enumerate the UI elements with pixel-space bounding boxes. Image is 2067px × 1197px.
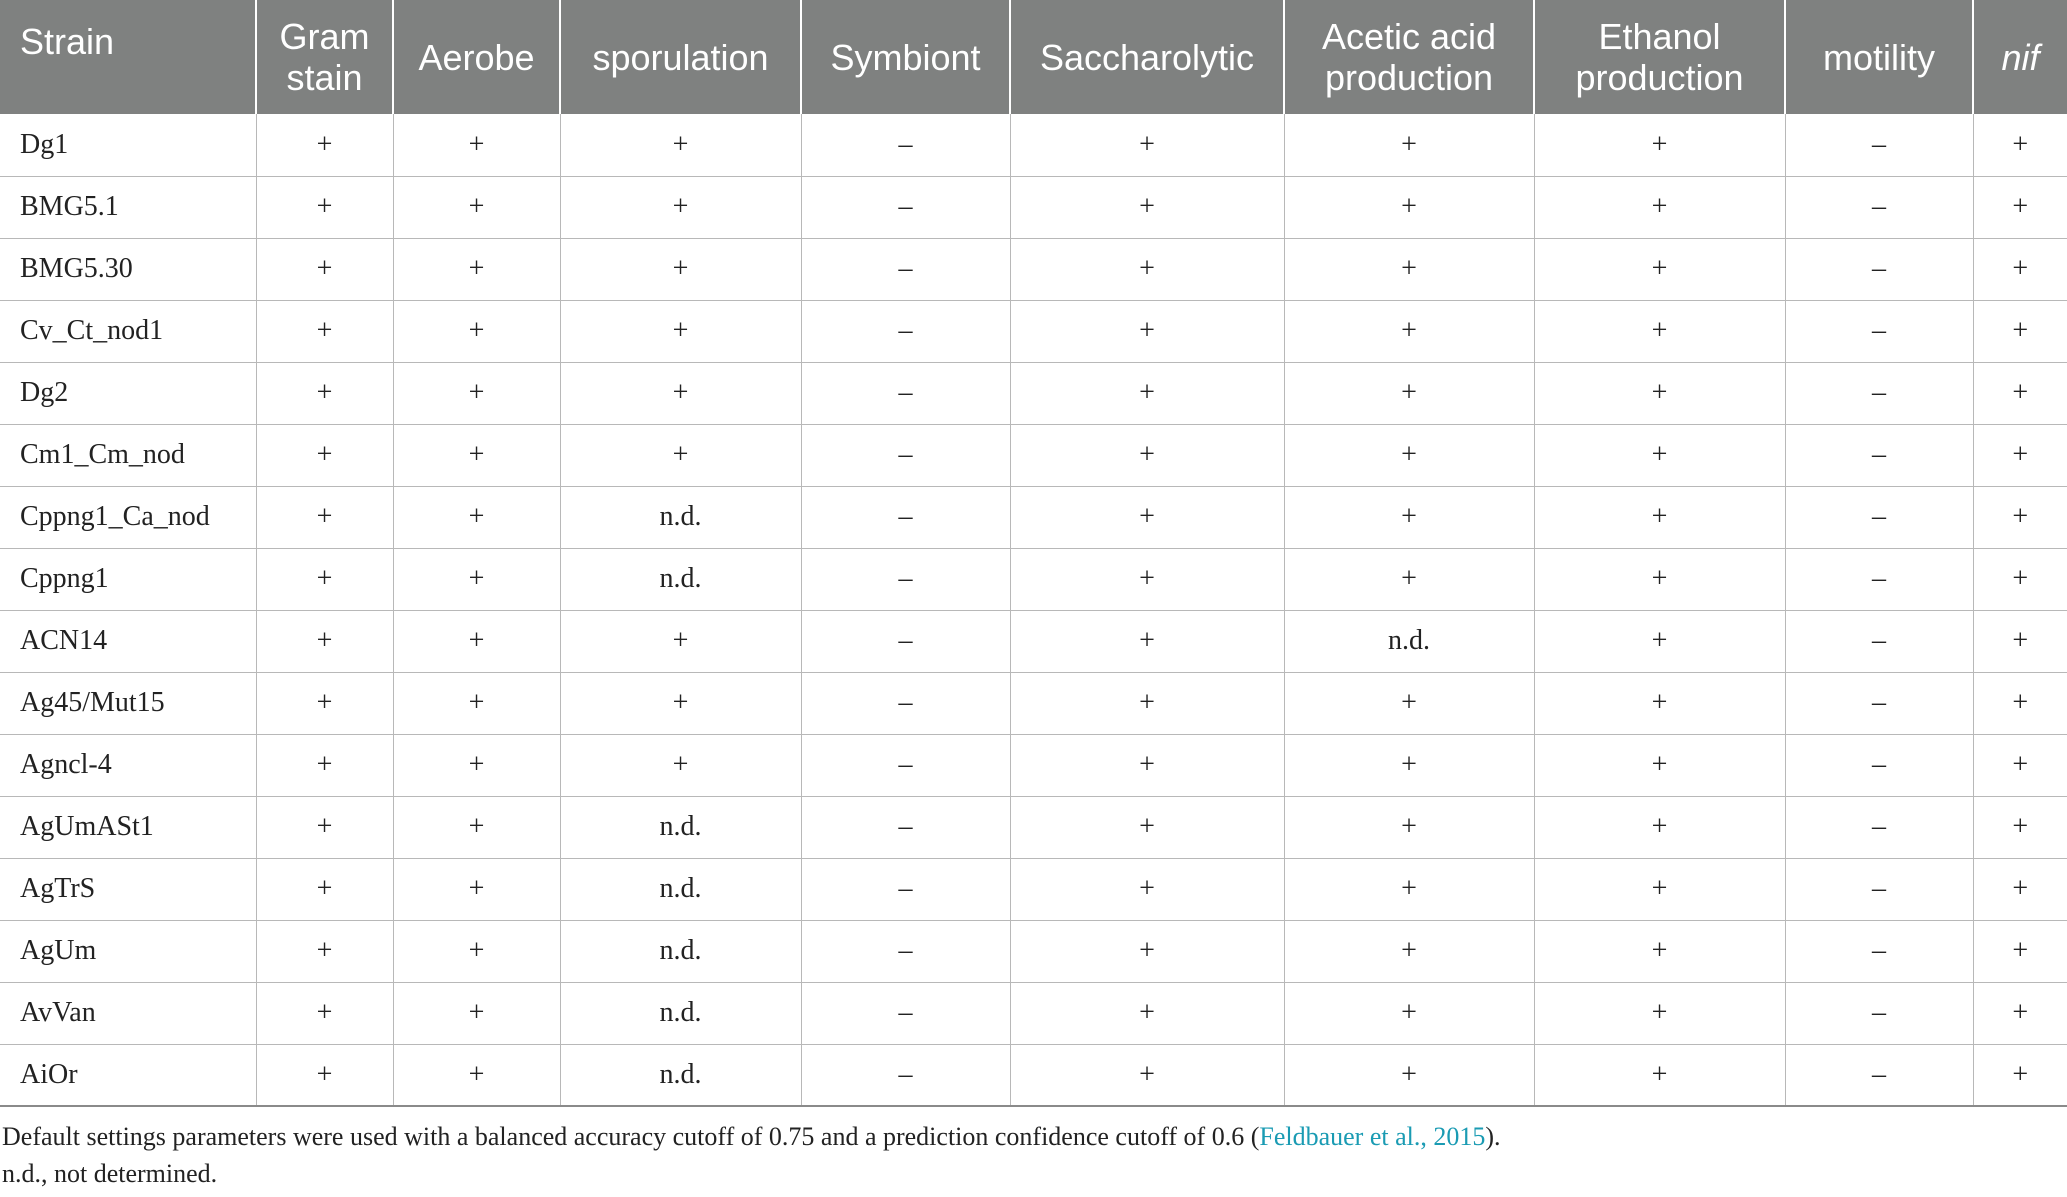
- trait-value-cell: +: [1284, 176, 1534, 238]
- trait-value-cell: +: [1010, 796, 1284, 858]
- table-row: [0, 1044, 2067, 1106]
- table-header: [0, 0, 2067, 114]
- trait-value-cell: +: [1010, 176, 1284, 238]
- trait-value-cell: +: [256, 858, 393, 920]
- trait-value-cell: n.d.: [560, 920, 801, 982]
- trait-value-cell: +: [1284, 734, 1534, 796]
- strain-name-cell: AgUm: [0, 920, 256, 982]
- trait-value-cell: +: [1010, 982, 1284, 1044]
- column-header-nif: nif: [1973, 0, 2067, 114]
- trait-value-cell: n.d.: [560, 796, 801, 858]
- footnote-settings: [2, 1118, 1501, 1155]
- footnote-settings-end: ).: [1485, 1122, 1501, 1151]
- table-row: [0, 424, 2067, 486]
- trait-value-cell: +: [393, 300, 560, 362]
- trait-value-cell: n.d.: [560, 982, 801, 1044]
- trait-value-cell: –: [1785, 424, 1973, 486]
- strain-name-cell: AgUmASt1: [0, 796, 256, 858]
- table-row: [0, 672, 2067, 734]
- trait-value-cell: +: [1534, 982, 1785, 1044]
- strain-name-cell: Cppng1: [0, 548, 256, 610]
- column-header-strain: Strain: [0, 0, 256, 114]
- trait-value-cell: +: [256, 238, 393, 300]
- trait-value-cell: +: [1534, 176, 1785, 238]
- trait-value-cell: +: [393, 362, 560, 424]
- trait-value-cell: +: [1973, 362, 2067, 424]
- trait-value-cell: –: [1785, 920, 1973, 982]
- trait-value-cell: –: [1785, 734, 1973, 796]
- trait-value-cell: +: [1973, 548, 2067, 610]
- strain-name-cell: AgTrS: [0, 858, 256, 920]
- trait-value-cell: +: [560, 300, 801, 362]
- header-row: [0, 0, 2067, 114]
- trait-value-cell: +: [1534, 610, 1785, 672]
- strain-name-cell: AiOr: [0, 1044, 256, 1106]
- strain-name-cell: Cppng1_Ca_nod: [0, 486, 256, 548]
- trait-value-cell: +: [393, 672, 560, 734]
- trait-value-cell: +: [1284, 424, 1534, 486]
- trait-value-cell: +: [1534, 1044, 1785, 1106]
- trait-value-cell: +: [1284, 114, 1534, 176]
- trait-value-cell: +: [1973, 238, 2067, 300]
- footnote-nd-definition: n.d., not determined.: [2, 1159, 218, 1188]
- trait-value-cell: +: [1010, 114, 1284, 176]
- strain-name-cell: BMG5.1: [0, 176, 256, 238]
- trait-value-cell: +: [1534, 548, 1785, 610]
- trait-value-cell: –: [1785, 796, 1973, 858]
- trait-value-cell: n.d.: [560, 858, 801, 920]
- strain-name-cell: ACN14: [0, 610, 256, 672]
- column-header-aerobe: Aerobe: [393, 0, 560, 114]
- trait-value-cell: –: [1785, 362, 1973, 424]
- trait-value-cell: +: [560, 176, 801, 238]
- table-row: [0, 796, 2067, 858]
- trait-value-cell: –: [801, 238, 1010, 300]
- trait-value-cell: +: [256, 796, 393, 858]
- trait-value-cell: –: [1785, 982, 1973, 1044]
- trait-value-cell: +: [1534, 796, 1785, 858]
- trait-value-cell: +: [1284, 300, 1534, 362]
- trait-value-cell: +: [256, 672, 393, 734]
- trait-value-cell: +: [560, 238, 801, 300]
- table-row: [0, 548, 2067, 610]
- trait-value-cell: +: [393, 486, 560, 548]
- trait-value-cell: +: [1534, 486, 1785, 548]
- strain-name-cell: Cv_Ct_nod1: [0, 300, 256, 362]
- trait-value-cell: +: [560, 734, 801, 796]
- trait-value-cell: –: [801, 796, 1010, 858]
- trait-value-cell: +: [1284, 920, 1534, 982]
- column-header-acetic-acid-production: Acetic acid production: [1284, 0, 1534, 114]
- column-header-sporulation: sporulation: [560, 0, 801, 114]
- column-header-symbiont: Symbiont: [801, 0, 1010, 114]
- trait-value-cell: +: [1010, 1044, 1284, 1106]
- trait-value-cell: –: [801, 362, 1010, 424]
- trait-value-cell: –: [1785, 486, 1973, 548]
- trait-value-cell: +: [560, 610, 801, 672]
- trait-value-cell: +: [1284, 796, 1534, 858]
- trait-value-cell: +: [1010, 858, 1284, 920]
- trait-value-cell: n.d.: [560, 1044, 801, 1106]
- trait-value-cell: +: [1973, 114, 2067, 176]
- trait-value-cell: +: [1284, 486, 1534, 548]
- trait-value-cell: +: [1534, 238, 1785, 300]
- trait-value-cell: +: [1284, 548, 1534, 610]
- strain-name-cell: Agncl-4: [0, 734, 256, 796]
- strain-name-cell: Cm1_Cm_nod: [0, 424, 256, 486]
- trait-value-cell: +: [1010, 672, 1284, 734]
- trait-value-cell: –: [1785, 672, 1973, 734]
- trait-value-cell: +: [256, 548, 393, 610]
- trait-value-cell: +: [560, 114, 801, 176]
- column-header-motility: motility: [1785, 0, 1973, 114]
- trait-value-cell: +: [1973, 610, 2067, 672]
- trait-value-cell: +: [1973, 486, 2067, 548]
- strain-name-cell: Dg1: [0, 114, 256, 176]
- trait-value-cell: –: [801, 548, 1010, 610]
- trait-value-cell: +: [256, 300, 393, 362]
- table-row: [0, 362, 2067, 424]
- trait-value-cell: +: [1534, 300, 1785, 362]
- trait-value-cell: –: [801, 920, 1010, 982]
- trait-value-cell: +: [1010, 548, 1284, 610]
- trait-value-cell: –: [1785, 114, 1973, 176]
- table-row: [0, 300, 2067, 362]
- trait-value-cell: –: [801, 300, 1010, 362]
- trait-value-cell: +: [1973, 424, 2067, 486]
- strain-name-cell: BMG5.30: [0, 238, 256, 300]
- trait-value-cell: +: [1010, 300, 1284, 362]
- trait-value-cell: +: [393, 858, 560, 920]
- trait-value-cell: +: [256, 362, 393, 424]
- trait-value-cell: +: [256, 920, 393, 982]
- strain-name-cell: Dg2: [0, 362, 256, 424]
- trait-value-cell: +: [256, 114, 393, 176]
- trait-value-cell: –: [1785, 176, 1973, 238]
- table-row: [0, 176, 2067, 238]
- trait-value-cell: –: [801, 486, 1010, 548]
- trait-value-cell: n.d.: [560, 486, 801, 548]
- trait-value-cell: +: [560, 424, 801, 486]
- strain-name-cell: Ag45/Mut15: [0, 672, 256, 734]
- column-header-ethanol-production: Ethanol production: [1534, 0, 1785, 114]
- trait-value-cell: +: [1973, 982, 2067, 1044]
- trait-value-cell: n.d.: [560, 548, 801, 610]
- trait-value-cell: +: [1534, 672, 1785, 734]
- trait-value-cell: +: [1010, 362, 1284, 424]
- trait-value-cell: +: [393, 734, 560, 796]
- trait-value-cell: +: [393, 920, 560, 982]
- trait-value-cell: +: [393, 796, 560, 858]
- citation-link[interactable]: Feldbauer et al., 2015: [1259, 1122, 1486, 1151]
- table-row: [0, 610, 2067, 672]
- trait-value-cell: +: [1973, 300, 2067, 362]
- table-row: [0, 858, 2067, 920]
- trait-value-cell: +: [1010, 610, 1284, 672]
- trait-value-cell: +: [393, 114, 560, 176]
- strain-name-cell: AvVan: [0, 982, 256, 1044]
- table-row: [0, 982, 2067, 1044]
- trait-value-cell: +: [1973, 1044, 2067, 1106]
- trait-value-cell: –: [1785, 300, 1973, 362]
- trait-value-cell: +: [1284, 982, 1534, 1044]
- trait-value-cell: –: [801, 610, 1010, 672]
- table-row: [0, 238, 2067, 300]
- trait-value-cell: +: [393, 238, 560, 300]
- trait-value-cell: +: [256, 610, 393, 672]
- trait-value-cell: +: [1534, 114, 1785, 176]
- table-row: [0, 734, 2067, 796]
- table-body: [0, 114, 2067, 1106]
- trait-value-cell: +: [1973, 858, 2067, 920]
- trait-value-cell: +: [1284, 672, 1534, 734]
- trait-value-cell: –: [801, 176, 1010, 238]
- trait-value-cell: +: [393, 610, 560, 672]
- trait-value-cell: –: [801, 114, 1010, 176]
- trait-value-cell: +: [1010, 486, 1284, 548]
- trait-value-cell: +: [393, 1044, 560, 1106]
- trait-value-cell: +: [1534, 920, 1785, 982]
- trait-value-cell: +: [256, 486, 393, 548]
- trait-value-cell: +: [1973, 176, 2067, 238]
- trait-value-cell: +: [393, 982, 560, 1044]
- trait-value-cell: –: [801, 734, 1010, 796]
- trait-value-cell: +: [1534, 424, 1785, 486]
- trait-value-cell: +: [1010, 734, 1284, 796]
- trait-value-cell: +: [1284, 1044, 1534, 1106]
- trait-value-cell: +: [560, 672, 801, 734]
- trait-value-cell: +: [1284, 362, 1534, 424]
- trait-value-cell: +: [256, 1044, 393, 1106]
- trait-value-cell: +: [1010, 238, 1284, 300]
- trait-value-cell: +: [393, 176, 560, 238]
- trait-value-cell: +: [1010, 424, 1284, 486]
- table-row: [0, 114, 2067, 176]
- trait-value-cell: +: [1534, 362, 1785, 424]
- trait-value-cell: +: [1284, 858, 1534, 920]
- trait-value-cell: –: [1785, 1044, 1973, 1106]
- trait-value-cell: –: [1785, 610, 1973, 672]
- trait-value-cell: –: [801, 424, 1010, 486]
- trait-value-cell: +: [1284, 238, 1534, 300]
- footnote-settings-text: Default settings parameters were used with a balanced accuracy cutoff of 0.75 and a prediction confidence cutoff of 0.6 (: [2, 1122, 1260, 1151]
- trait-value-cell: +: [256, 982, 393, 1044]
- trait-value-cell: +: [1973, 796, 2067, 858]
- trait-value-cell: –: [801, 672, 1010, 734]
- trait-value-cell: +: [256, 176, 393, 238]
- trait-value-cell: +: [1534, 858, 1785, 920]
- trait-value-cell: +: [1973, 672, 2067, 734]
- column-header-gram-stain: Gram stain: [256, 0, 393, 114]
- trait-value-cell: +: [256, 424, 393, 486]
- trait-value-cell: +: [1973, 920, 2067, 982]
- table-footnotes: [2, 1118, 1501, 1192]
- trait-value-cell: +: [560, 362, 801, 424]
- trait-value-cell: n.d.: [1284, 610, 1534, 672]
- trait-value-cell: –: [801, 858, 1010, 920]
- trait-value-cell: –: [1785, 858, 1973, 920]
- trait-value-cell: –: [801, 1044, 1010, 1106]
- table-row: [0, 486, 2067, 548]
- trait-value-cell: +: [1973, 734, 2067, 796]
- table-row: [0, 920, 2067, 982]
- trait-value-cell: –: [1785, 238, 1973, 300]
- trait-value-cell: +: [1010, 920, 1284, 982]
- column-header-saccharolytic: Saccharolytic: [1010, 0, 1284, 114]
- trait-value-cell: –: [1785, 548, 1973, 610]
- trait-value-cell: +: [1534, 734, 1785, 796]
- trait-value-cell: +: [393, 548, 560, 610]
- trait-value-cell: +: [393, 424, 560, 486]
- trait-value-cell: +: [256, 734, 393, 796]
- trait-value-cell: –: [801, 982, 1010, 1044]
